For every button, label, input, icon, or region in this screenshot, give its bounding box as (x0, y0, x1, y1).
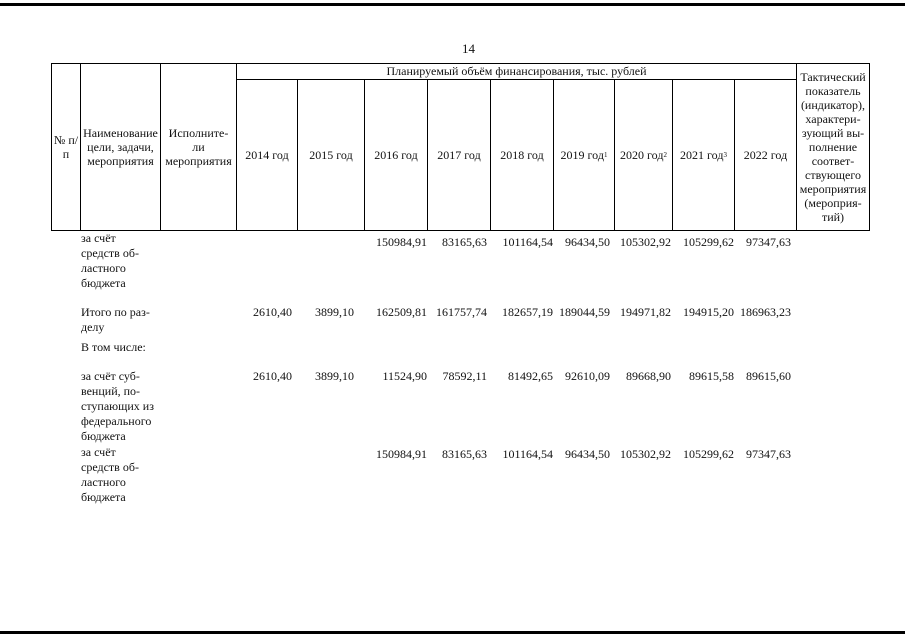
bottom-border (0, 631, 905, 634)
row-value-2019: 92610,09 (565, 369, 610, 383)
row-value-2015: 3899,10 (315, 369, 354, 383)
row-value-2021: 89615,58 (689, 369, 734, 383)
header-indicator-col: Тактический показатель (индикатор), характери- зующий вы- полнение соответ- ствующего мероприятия (мероприя- тий) (799, 70, 867, 224)
header-year-2014: 2014 год (245, 148, 289, 162)
row-value-2022: 97347,63 (746, 447, 791, 461)
row-label: В том числе: (81, 340, 146, 354)
row-value-2016: 11524,90 (382, 369, 427, 383)
row-value-2017: 161757,74 (436, 305, 487, 319)
row-label: за счёт средств об- ластного бюджета (81, 231, 139, 290)
row-value-2015: 3899,10 (315, 305, 354, 319)
header-number-col: № п/п (53, 133, 79, 161)
row-label: за счёт средств об- ластного бюджета (81, 445, 139, 504)
header-funding-title: Планируемый объём финансирования, тыс. рублей (386, 64, 647, 78)
header-year-2020: 2020 год 2 (620, 148, 667, 162)
row-label: за счёт суб- венций, по- ступающих из федерального бюджета (81, 369, 154, 443)
row-value-2019: 189044,59 (559, 305, 610, 319)
row-value-2014: 2610,40 (253, 369, 292, 383)
row-value-2019: 96434,50 (565, 447, 610, 461)
row-value-2022: 186963,23 (740, 305, 791, 319)
header-name-col: Наименование цели, задачи, мероприятия (83, 126, 158, 168)
header-year-2022: 2022 год (743, 148, 788, 162)
row-value-2017: 78592,11 (442, 369, 487, 383)
row-value-2018: 101164,54 (502, 447, 553, 461)
row-value-2020: 89668,90 (626, 369, 671, 383)
row-value-2019: 96434,50 (565, 235, 610, 249)
row-value-2021: 105299,62 (683, 235, 734, 249)
header-executors-col: Исполните- ли мероприятия (165, 126, 232, 168)
page-number: 14 (462, 41, 475, 56)
row-value-2016: 150984,91 (376, 447, 427, 461)
header-year-2016: 2016 год (374, 148, 418, 162)
row-value-2020: 194971,82 (620, 305, 671, 319)
header-year-2017: 2017 год (437, 148, 481, 162)
top-border (0, 3, 905, 6)
row-value-2018: 182657,19 (502, 305, 553, 319)
header-year-2015: 2015 год (309, 148, 353, 162)
financing-table-header (51, 63, 870, 231)
row-value-2018: 101164,54 (502, 235, 553, 249)
row-value-2020: 105302,92 (620, 447, 671, 461)
row-value-2021: 105299,62 (683, 447, 734, 461)
header-year-2019: 2019 год 1 (560, 148, 608, 162)
row-value-2016: 162509,81 (376, 305, 427, 319)
row-value-2014: 2610,40 (253, 305, 292, 319)
row-value-2022: 97347,63 (746, 235, 791, 249)
row-value-2017: 83165,63 (442, 235, 487, 249)
row-value-2020: 105302,92 (620, 235, 671, 249)
row-value-2016: 150984,91 (376, 235, 427, 249)
row-value-2017: 83165,63 (442, 447, 487, 461)
header-year-2018: 2018 год (500, 148, 544, 162)
row-value-2022: 89615,60 (746, 369, 791, 383)
row-value-2018: 81492,65 (508, 369, 553, 383)
row-value-2021: 194915,20 (683, 305, 734, 319)
row-label: Итого по раз- делу (81, 305, 150, 334)
header-year-2021: 2021 год 3 (680, 148, 727, 162)
